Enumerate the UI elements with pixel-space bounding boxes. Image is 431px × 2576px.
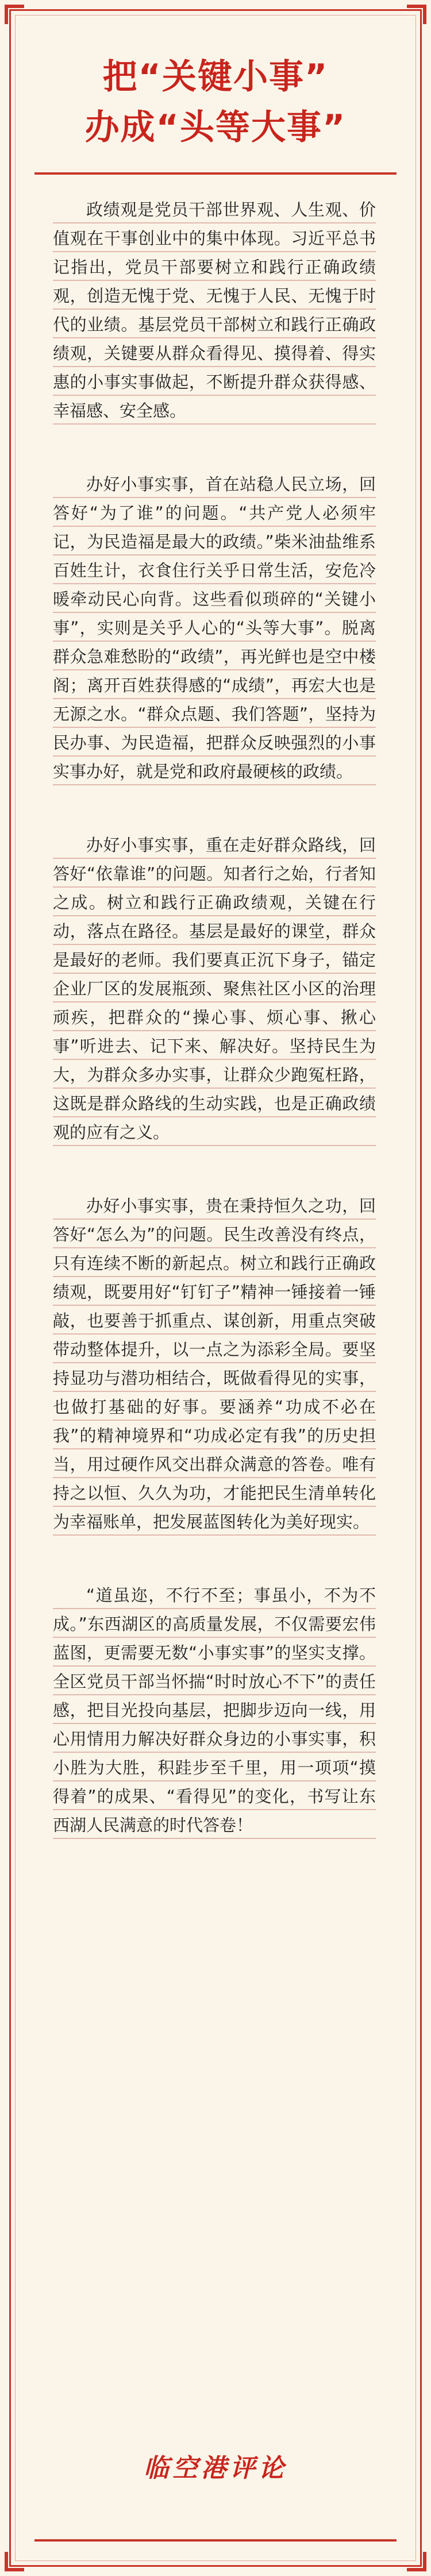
corner-ornament-bottom-right [407, 2552, 426, 2571]
column-signature: 临空港评论 [144, 2454, 287, 2483]
article-title-line-2: 办成“头等大事” [84, 107, 347, 148]
paragraph-how-to-act: 办好小事实事，贵在秉持恒久之功，回答好“怎么为”的问题。民生改善没有终点，只有连续不断的新起点。树立和践行正确政绩观，既要用好“钉钉子”精神一锤接着一锤敲，也要善于抓重点、谋创新，用重点突破带动整体提升，以一点之为添彩全局。要坚持显功与潜功相结合，既做看得见的实事，也做打基础的好事。要涵养“功成不必在我”的精神境界和“功成必定有我”的历史担当，用过硬作风交出群众满意的答卷。唯有持之以恒、久久为功，才能把民生清单转化为幸福账单，把发展蓝图转化为美好现实。 [53, 1191, 376, 1536]
paragraph-rely-on-whom: 办好小事实事，重在走好群众路线，回答好“依靠谁”的问题。知者行之始，行者知之成。树立和践行正确政绩观，关键在行动，落点在路径。基层是最好的课堂，群众是最好的老师。我们要真正沉下身子，锚定企业厂区的发展瓶颈、聚焦社区小区的治理顽疾，把群众的“操心事、烦心事、揪心事”听进去、记下来、解决好。坚持民生为大，为群众多办实事，让群众少跑冤枉路，这既是群众路线的生动实践，也是正确政绩观的应有之义。 [53, 831, 376, 1147]
article-header [0, 52, 431, 153]
paragraph-conclusion: “道虽迩，不行不至；事虽小，不为不成。”东西湖区的高质量发展，不仅需要宏伟蓝图，更需要无数“小事实事”的坚实支撑。全区党员干部当怀揣“时时放心不下”的责任感，把目光投向基层，把脚步迈向一线，用心用情用力解决好群众身边的小事实事，积小胜为大胜，积跬步至千里，用一项项“摸得着”的成果、“看得见”的变化，书写让东西湖人民满意的时代答卷！ [53, 1581, 376, 1840]
corner-ornament-top-left [5, 5, 24, 24]
title-divider [34, 172, 397, 175]
article-title-line-1: 把“关键小事” [102, 57, 329, 97]
paragraph-intro: 政绩观是党员干部世界观、人生观、价值观在干事创业中的集中体现。习近平总书记指出，党员干部要树立和践行正确政绩观，创造无愧于党、无愧于人民、无愧于时代的业绩。基层党员干部树立和践行正确政绩观，关键要从群众看得见、摸得着、得实惠的小事实事做起，不断提升群众获得感、幸福感、安全感。 [53, 195, 376, 425]
paragraph-for-whom: 办好小事实事，首在站稳人民立场，回答好“为了谁”的问题。“共产党人必须牢记，为民造福是最大的政绩。”柴米油盐维系百姓生计，衣食住行关乎日常生活，安危冷暖牵动民心向背。这些看似琐碎的“关键小事”，实则是关乎人心的“头等大事”。脱离群众急难愁盼的“政绩”，再光鲜也是空中楼阁；离开百姓获得感的“成绩”，再宏大也是无源之水。“群众点题、我们答题”，坚持为民办事、为民造福，把群众反映强烈的小事实事办好，就是党和政府最硬核的政绩。 [53, 470, 376, 786]
article-body [53, 195, 376, 1884]
corner-ornament-bottom-left [5, 2552, 24, 2571]
bottom-divider [34, 2539, 397, 2542]
corner-ornament-top-right [407, 5, 426, 24]
